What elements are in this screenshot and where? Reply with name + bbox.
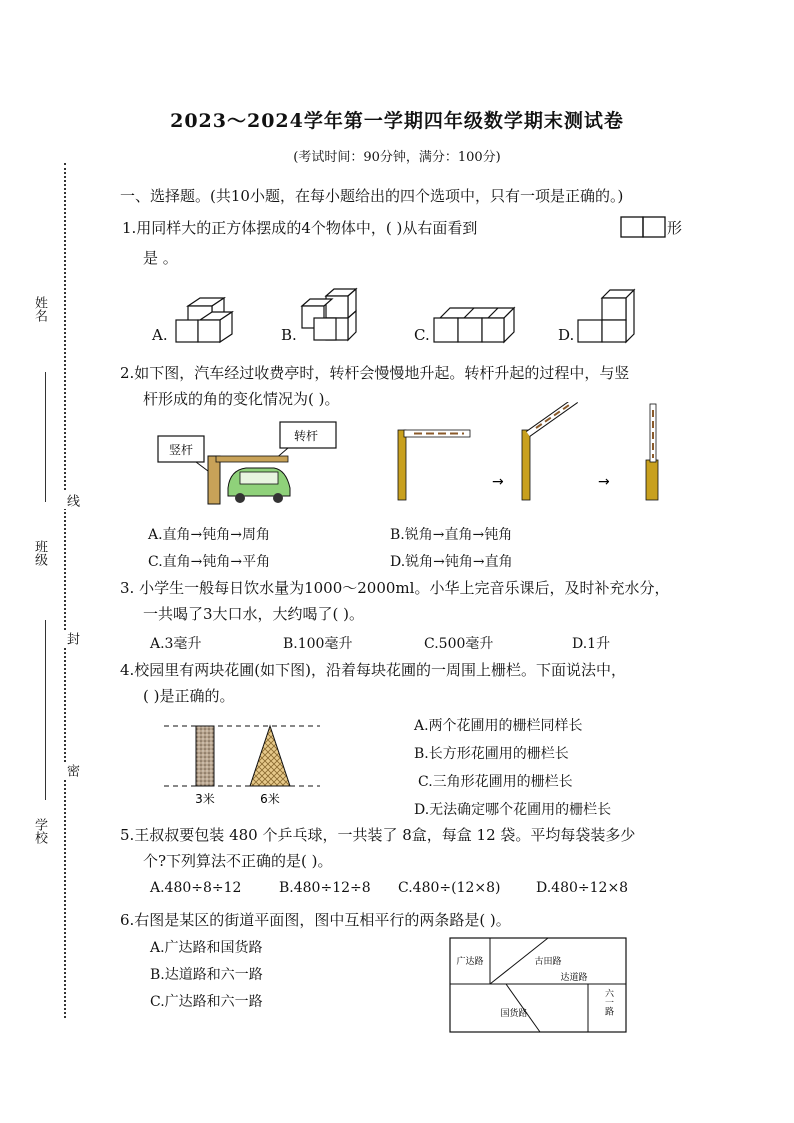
q4-triangle-base-label: 6米 xyxy=(260,792,280,806)
q1-text-shape: 形 xyxy=(667,219,683,237)
q2-option-b: B.锐角→直角→钝角 xyxy=(390,527,513,543)
section-heading: 一、选择题。(共10小题，在每小题给出的四个选项中，只有一项是正确的。) xyxy=(120,187,624,205)
q3-text-line2: 一共喝了3大口水，大约喝了( )。 xyxy=(143,605,365,623)
q6-map-guohuo-road: 国货路 xyxy=(500,1009,528,1019)
q2-arrow-1-icon: → xyxy=(492,474,504,490)
q5-text-line1: 5.王叔叔要包装 480 个乒乓球，一共装了 8盒，每盒 12 袋。平均每袋装多少 xyxy=(120,826,636,844)
q1-cube-figure-a xyxy=(170,296,236,346)
school-label: 学校 xyxy=(32,818,47,844)
q1-cube-figure-d xyxy=(574,286,640,346)
q4-option-b: B.长方形花圃用的栅栏长 xyxy=(414,746,569,762)
seal-line-char: 线 xyxy=(64,494,79,507)
q2-option-d: D.锐角→钝角→直角 xyxy=(390,554,513,570)
q3-text-line1: 3. 小学生一般每日饮水量为1000～2000ml。小华上完音乐课后，及时补充水分， xyxy=(120,579,670,597)
class-underline xyxy=(45,620,46,800)
q4-option-d: D.无法确定哪个花圃用的栅栏长 xyxy=(414,802,612,818)
q6-map-guangda-road: 广达路 xyxy=(456,957,484,967)
q4-option-a: A.两个花圃用的栅栏同样长 xyxy=(414,718,583,734)
q3-option-b: B.100毫升 xyxy=(283,636,353,652)
q2-arrow-2-icon: → xyxy=(598,474,610,490)
q3-option-c: C.500毫升 xyxy=(424,636,494,652)
q2-text-line1: 2.如下图，汽车经过收费亭时，转杆会慢慢地升起。转杆升起的过程中，与竖 xyxy=(120,364,630,382)
q4-text-line1: 4.校园里有两块花圃(如下图)，沿着每块花圃的一周围上栅栏。下面说法中， xyxy=(120,661,627,679)
q1-cube-figure-b xyxy=(298,286,362,346)
q4-text-line2: ( )是正确的。 xyxy=(143,687,235,705)
name-label: 姓名 xyxy=(32,296,47,322)
q5-text-line2: 个?下列算法不正确的是( )。 xyxy=(143,852,333,870)
q6-option-c: C.广达路和六一路 xyxy=(150,994,263,1010)
seal-mi-char: 密 xyxy=(64,764,79,777)
q6-text: 6.右图是某区的街道平面图，图中互相平行的两条路是( )。 xyxy=(120,911,511,929)
q1-option-d-label: D. xyxy=(558,326,575,344)
q3-option-d: D.1升 xyxy=(572,636,611,652)
q5-option-b: B.480÷12÷8 xyxy=(279,880,371,896)
page-subtitle: (考试时间：90分钟，满分：100分) xyxy=(293,150,501,165)
q6-street-map xyxy=(448,936,630,1034)
q5-option-c: C.480÷(12×8) xyxy=(398,880,501,896)
q4-rect-width-label: 3米 xyxy=(195,792,215,806)
q2-option-a: A.直角→钝角→周角 xyxy=(148,527,271,543)
q5-option-d: D.480÷12×8 xyxy=(536,880,629,896)
name-underline xyxy=(45,372,46,502)
q2-rotating-bar-label: 转杆 xyxy=(293,429,319,443)
q1-right-view-icon xyxy=(620,216,666,238)
q4-flower-beds-figure xyxy=(160,716,324,810)
q1-cube-figure-c xyxy=(430,300,524,346)
q1-text-line2: 是 。 xyxy=(143,249,178,267)
class-label: 班级 xyxy=(32,540,47,566)
q4-option-c: C.三角形花圃用的栅栏长 xyxy=(418,774,573,790)
q6-map-gutian-road: 古田路 xyxy=(534,957,562,967)
q1-text: 1.用同样大的正方体摆成的4个物体中，( )从右面看到 xyxy=(122,219,478,237)
q6-option-a: A.广达路和国货路 xyxy=(150,940,263,956)
q2-toll-gate-car-illustration xyxy=(156,418,340,508)
q3-option-a: A.3毫升 xyxy=(150,636,202,652)
q5-option-a: A.480÷8÷12 xyxy=(150,880,242,896)
binding-dotted-line xyxy=(64,163,66,1018)
q6-map-dadao-road: 达道路 xyxy=(560,973,588,983)
q1-option-a-label: A. xyxy=(152,326,168,344)
q6-option-b: B.达道路和六一路 xyxy=(150,967,263,983)
q6-map-liuyi-road: 六一路 xyxy=(603,988,613,1016)
q2-bar-rotation-sequence xyxy=(392,402,672,504)
page-title: 2023～2024学年第一学期四年级数学期末测试卷 xyxy=(170,110,624,132)
q2-text-line2: 杆形成的角的变化情况为( )。 xyxy=(143,390,340,408)
q1-option-c-label: C. xyxy=(414,326,430,344)
seal-feng-char: 封 xyxy=(64,632,79,645)
q2-vertical-pole-label: 竖杆 xyxy=(168,443,194,457)
q2-option-c: C.直角→钝角→平角 xyxy=(148,554,271,570)
q1-option-b-label: B. xyxy=(281,326,297,344)
